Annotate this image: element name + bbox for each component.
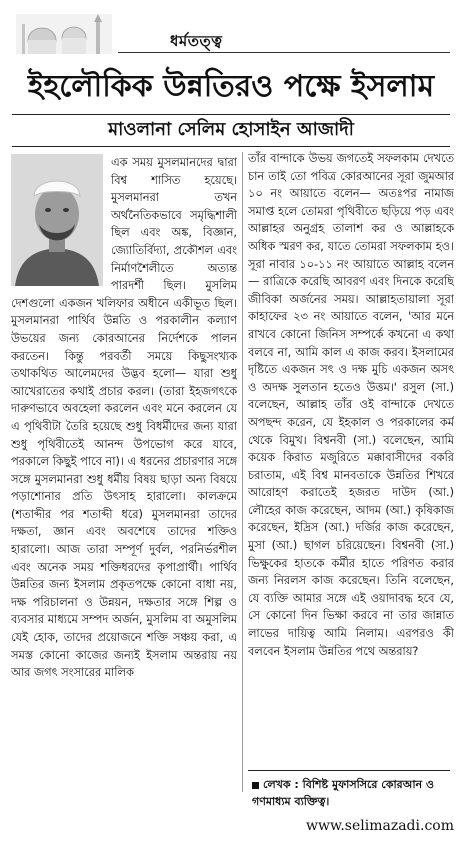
author-portrait-icon bbox=[11, 154, 103, 286]
article-body-left: এক সময় মুসলমানদের দ্বারা বিশ্ব শাসিত হয়েছে। মুসলমানরা তখন অর্থনৈতিকভাবে সমৃদ্ধিশালী ছিল এবং অঙ্ক, বিজ্ঞান, জ্যোতির্বিদ্যা, প্রকৌশল এবং নির্মাণশৈলীতে অত্যন্ত পারদর্শী ছিল। মুসলিম দেশগুলো একজন খলিফার অধীনে একীভূত ছিল। মুসলমানরা পার্থিব উন্নতি ও পরকালীন কল্যাণ উভয়ের জন্য কোরআনের নির্দেশকে পালন করতেন। কিন্তু পরবর্তী সময়ে কিছুসংখ্যক তথাকথিত আলেমদের উদ্ভব হলো— যারা শুধু আখেরাতের কথাই প্রচার করল। (তারা ইহজগৎকে দারুণভাবে অবহেলা করলেন এবং মনে করলেন যে এ পৃথিবীটা তৈরি হয়েছে শুধু বিধর্মীদের জন্য যারা শুধু পৃথিবীতেই আনন্দ উপভোগ করে যাবে, পরকালে কিছুই পাবে না)। এ ধরনের প্রচারণার সঙ্গে সঙ্গে মুসলমানরা শুধু ধর্মীয় বিষয় ছাড়া অন্য বিষয়ে পড়াশোনার প্রতি উৎসাহ হারালো। কালক্রমে (শতাব্দীর পর শতাব্দী ধরে) মুসলমানরা তাদের দক্ষতা, জ্ঞান এবং অবশেষে তাদের শক্তিও হারালো। আজ তারা সম্পূর্ণ দুর্বল, পরনির্ভরশীল এবং অনেক সময় শক্তিধরদের কৃপাপ্রার্থী। পার্থিব উন্নতির জন্য ইসলাম প্রকৃতপক্ষে কোনো বাধা নয়, দক্ষ পরিচালনা ও উন্নয়ন, দক্ষতার সঙ্গে শিল্প ও ব্যবসার মাধ্যমে সম্পদ অর্জন, মুসলিম বা অমুসলিম যেই হোক, তাদের প্রয়োজনে শক্তি সঞ্চয় করা, এ সমস্ত কোনো কাজের জন্যই ইসলাম অন্তরায় নয় আর জগৎ সংসারের মালিক bbox=[11, 156, 237, 680]
author-divider bbox=[12, 146, 450, 147]
headline-divider bbox=[12, 114, 450, 115]
footer-divider bbox=[248, 770, 450, 771]
article-column-right bbox=[248, 150, 454, 800]
column-divider bbox=[242, 152, 243, 792]
author-note bbox=[252, 776, 452, 810]
article-author: মাওলানা সেলিম হোসাইন আজাদী bbox=[108, 119, 354, 140]
article-column-left bbox=[11, 154, 237, 834]
author-note-text: লেখক : বিশিষ্ট মুফাসসিরে কোরআন ও গণমাধ্যম ব্যক্তিত্ব। bbox=[252, 778, 435, 808]
article-body-right: তাঁর বান্দাকে উভয় জগতেই সফলকাম দেখতে চান তাই তো পবিত্র কোরআনের সূরা জুমআর ১০ নং আয়াতে বলেন— অতঃপর নামাজ সমাপ্ত হলে তোমরা পৃথিবীতে ছড়িয়ে পড় এবং আল্লাহর অনুগ্রহ তালাশ কর ও আল্লাহকে অধিক স্মরণ কর, যাতে তোমরা সফলকাম হও। সূরা নাবার ১০-১১ নং আয়াতে আল্লাহ বলেন— রাত্রিকে করেছি আবরণ এবং দিনকে করেছি জীবিকা অর্জনের সময়। আল্লাহতায়ালা সূরা কাহাফের ২৩ নং আয়াতে বলেন, 'আর মনে রাখবে কোনো জিনিস সম্পর্কে কখনো এ কথা বলবে না, আমি কাল এ কাজ করব। ইসলামের দৃষ্টিতে একজন সৎ ও দক্ষ মুচি একজন অসৎ ও অদক্ষ সুলতান হতেও উত্তম।' রসুল (সা.) বলেছেন, আল্লাহ তাঁর ওই বান্দাকে দেখতে অপছন্দ করেন, যে ইহকাল ও পরকালের কর্ম থেকে বিমুখ। বিশ্বনবী (সা.) বলেছেন, আমি কয়েক কিরাত মজুরিতে মক্কাবাসীদের বকরি চরাতাম, এই বিশ্ব মানবতাকে উন্নতির শিখরে আরোহণ করাতেই হজরত দাউদ (আ.) লৌহের কাজ করেছেন, আদম (আ.) কৃষিকাজ করেছেন, ইদ্রিস (আ.) দর্জির কাজ করেছেন, মুসা (আ.) ছাগল চরিয়েছেন। বিশ্বনবী (সা.) ভিক্ষুকের হাতকে কর্মীর হাতে পরিণত করার জন্য নিরলস কাজ করেছেন। তিনি বলেছেন, যে ব্যক্তি আমার সঙ্গে এই ওয়াদাবদ্ধ হবে যে, সে কোনো দিন ভিক্ষা করবে না তার জান্নাত লাভের দায়িত্ব আমি নিলাম। এরপরও কী বলবেন ইসলাম উন্নতির পথে অন্তরায়? bbox=[248, 152, 454, 658]
article-headline: ইহলৌকিক উন্নতিরও পক্ষে ইসলাম bbox=[27, 69, 435, 104]
website-link[interactable]: www.selimazadi.com bbox=[306, 818, 454, 834]
mosque-domes-icon bbox=[16, 14, 112, 54]
bullet-icon bbox=[252, 782, 259, 789]
header-divider bbox=[118, 52, 450, 53]
section-header bbox=[0, 0, 462, 58]
section-tag: ধর্মতত্ত্ব bbox=[170, 32, 223, 50]
